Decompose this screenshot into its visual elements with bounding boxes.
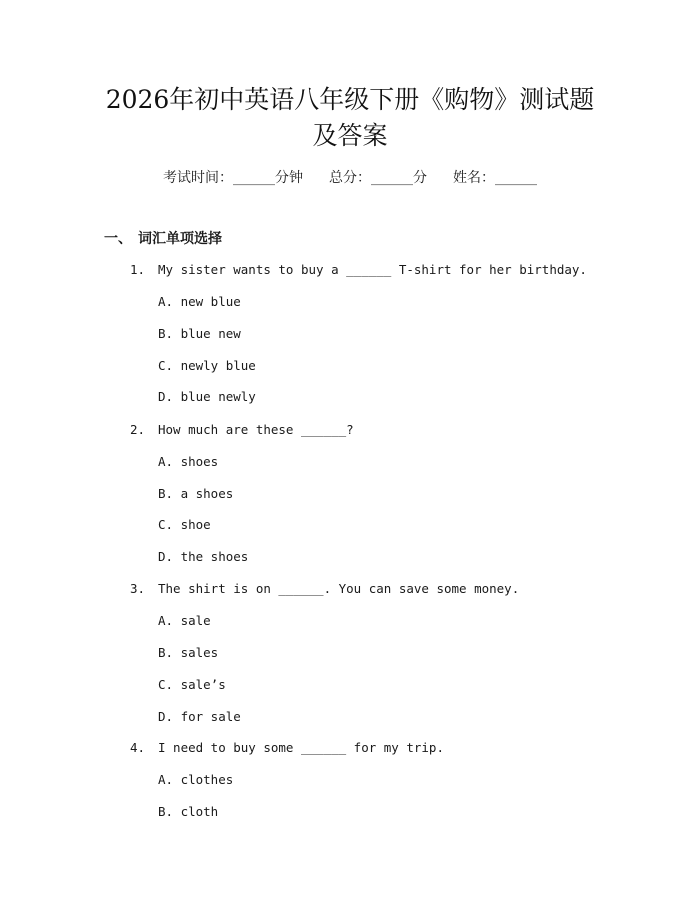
exam-info <box>0 168 700 188</box>
option-4b: B. cloth <box>158 804 219 819</box>
option-1a: A. new blue <box>158 294 241 309</box>
question-number: 3. <box>130 581 146 596</box>
question-text: I need to buy some ______ for my trip. <box>158 740 444 755</box>
question-2 <box>130 421 354 439</box>
option-1d: D. blue newly <box>158 389 256 404</box>
option-3d: D. for sale <box>158 709 241 724</box>
option-3a: A. sale <box>158 613 211 628</box>
question-3 <box>130 580 519 598</box>
section-number: 一、 <box>104 231 132 247</box>
question-text: The shirt is on ______. You can save some money. <box>158 581 520 596</box>
section-title: 词汇单项选择 <box>138 231 222 247</box>
option-3b: B. sales <box>158 645 219 660</box>
page-title-line-2: 及答案 <box>312 121 388 150</box>
option-1b: B. blue new <box>158 326 241 341</box>
option-3c: C. sale’s <box>158 677 226 692</box>
question-number: 4. <box>130 740 146 755</box>
student-name-field: 姓名：______ <box>453 170 537 186</box>
option-4a: A. clothes <box>158 772 234 787</box>
question-text: My sister wants to buy a ______ T-shirt for her birthday. <box>158 262 587 277</box>
total-score-field: 总分：______分 <box>329 170 427 186</box>
option-2d: D. the shoes <box>158 549 249 564</box>
question-text: How much are these ______? <box>158 422 354 437</box>
exam-time-field: 考试时间：______分钟 <box>163 170 303 186</box>
question-4 <box>130 739 444 757</box>
question-number: 2. <box>130 422 146 437</box>
question-number: 1. <box>130 262 146 277</box>
option-2b: B. a shoes <box>158 486 234 501</box>
section-heading <box>104 229 222 249</box>
option-2a: A. shoes <box>158 454 219 469</box>
option-1c: C. newly blue <box>158 358 256 373</box>
page-title-line-1: 2026年初中英语八年级下册《购物》测试题 <box>105 85 595 114</box>
question-1 <box>130 261 587 279</box>
option-2c: C. shoe <box>158 517 211 532</box>
